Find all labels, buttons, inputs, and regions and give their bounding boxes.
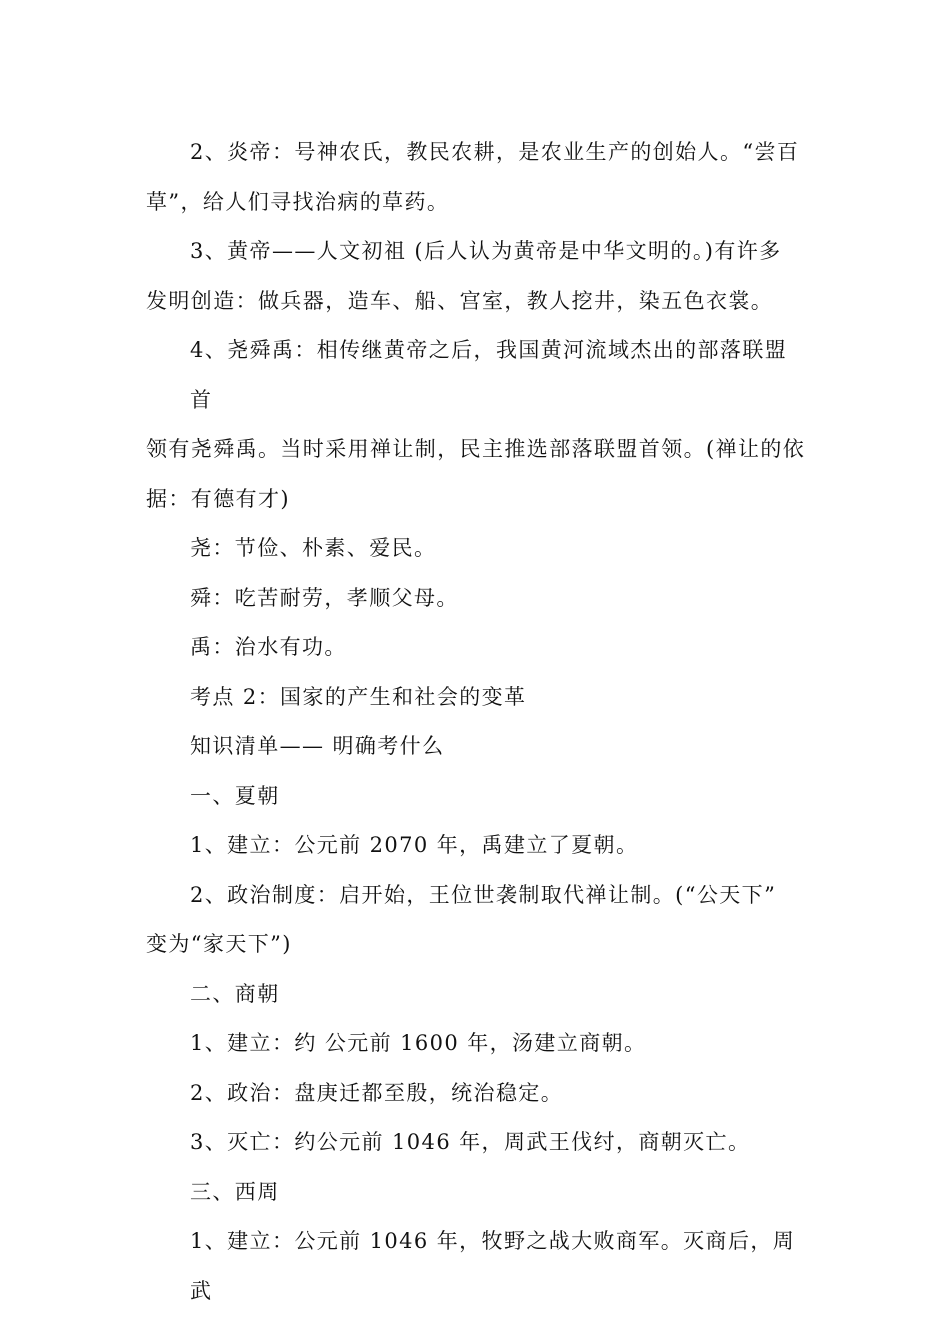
text-line: 禹：治水有功。: [190, 635, 347, 659]
paragraph-xia-politics: [146, 871, 806, 970]
heading-western-zhou: [146, 1168, 806, 1218]
text-line: 领有尧舜禹。当时采用禅让制，民主推选部落联盟首领。(禅让的依: [146, 437, 806, 461]
text-line: 4、尧舜禹：相传继黄帝之后，我国黄河流域杰出的部落联盟首: [190, 338, 788, 412]
text-line: 一、夏朝: [190, 783, 280, 808]
text-line: 三、西周: [190, 1179, 280, 1204]
paragraph-huangdi: [146, 227, 806, 326]
heading-xia-dynasty: [146, 772, 806, 822]
document-body: [146, 128, 806, 1316]
subheading-knowledge-list: [146, 722, 806, 772]
text-line: 2、政治制度：启开始，王位世袭制取代禅让制。(“公天下”: [190, 882, 777, 907]
text-line: 1、建立：公元前 2070 年，禹建立了夏朝。: [190, 833, 639, 857]
paragraph-xia-founding: [146, 821, 806, 871]
heading-shang-dynasty: [146, 970, 806, 1020]
paragraph-yu: [146, 623, 806, 673]
paragraph-yandi: [146, 128, 806, 227]
text-line: 知识清单—— 明确考什么: [190, 734, 445, 758]
text-line: 二、商朝: [190, 981, 280, 1006]
text-line: 2、炎帝：号神农氏，教民农耕，是农业生产的创始人。“尝百: [190, 140, 800, 164]
paragraph-shang-founding: [146, 1019, 806, 1069]
text-line: 1、建立：公元前 1046 年，牧野之战大败商军。灭商后，周武: [190, 1229, 796, 1303]
text-line: 尧：节俭、朴素、爱民。: [190, 536, 437, 560]
section-heading-kaodian-2: [146, 673, 806, 723]
paragraph-shang-fall: [146, 1118, 806, 1168]
text-line: 1、建立：约 公元前 1600 年，汤建立商朝。: [190, 1031, 647, 1055]
text-line: 3、灭亡：约公元前 1046 年，周武王伐纣，商朝灭亡。: [190, 1130, 751, 1154]
paragraph-shang-politics: [146, 1069, 806, 1119]
text-line: 考点 2：国家的产生和社会的变革: [190, 684, 527, 709]
text-line: 2、政治：盘庚迁都至殷，统治稳定。: [190, 1080, 564, 1105]
text-line: 变为“家天下”): [146, 932, 292, 956]
paragraph-yao-shun-yu: [146, 326, 806, 524]
text-line: 发明创造：做兵器，造车、船、宫室，教人挖井，染五色衣裳。: [146, 288, 774, 313]
paragraph-yao: [146, 524, 806, 574]
paragraph-shun: [146, 574, 806, 624]
text-line: 据：有德有才): [146, 486, 290, 511]
text-line: 草”，给人们寻找治病的草药。: [146, 189, 450, 214]
text-line: 舜：吃苦耐劳，孝顺父母。: [190, 585, 459, 610]
text-line: 3、黄帝——人文初祖 (后人认为黄帝是中华文明的。)有许多: [190, 239, 782, 263]
paragraph-zhou-founding: [146, 1217, 806, 1316]
